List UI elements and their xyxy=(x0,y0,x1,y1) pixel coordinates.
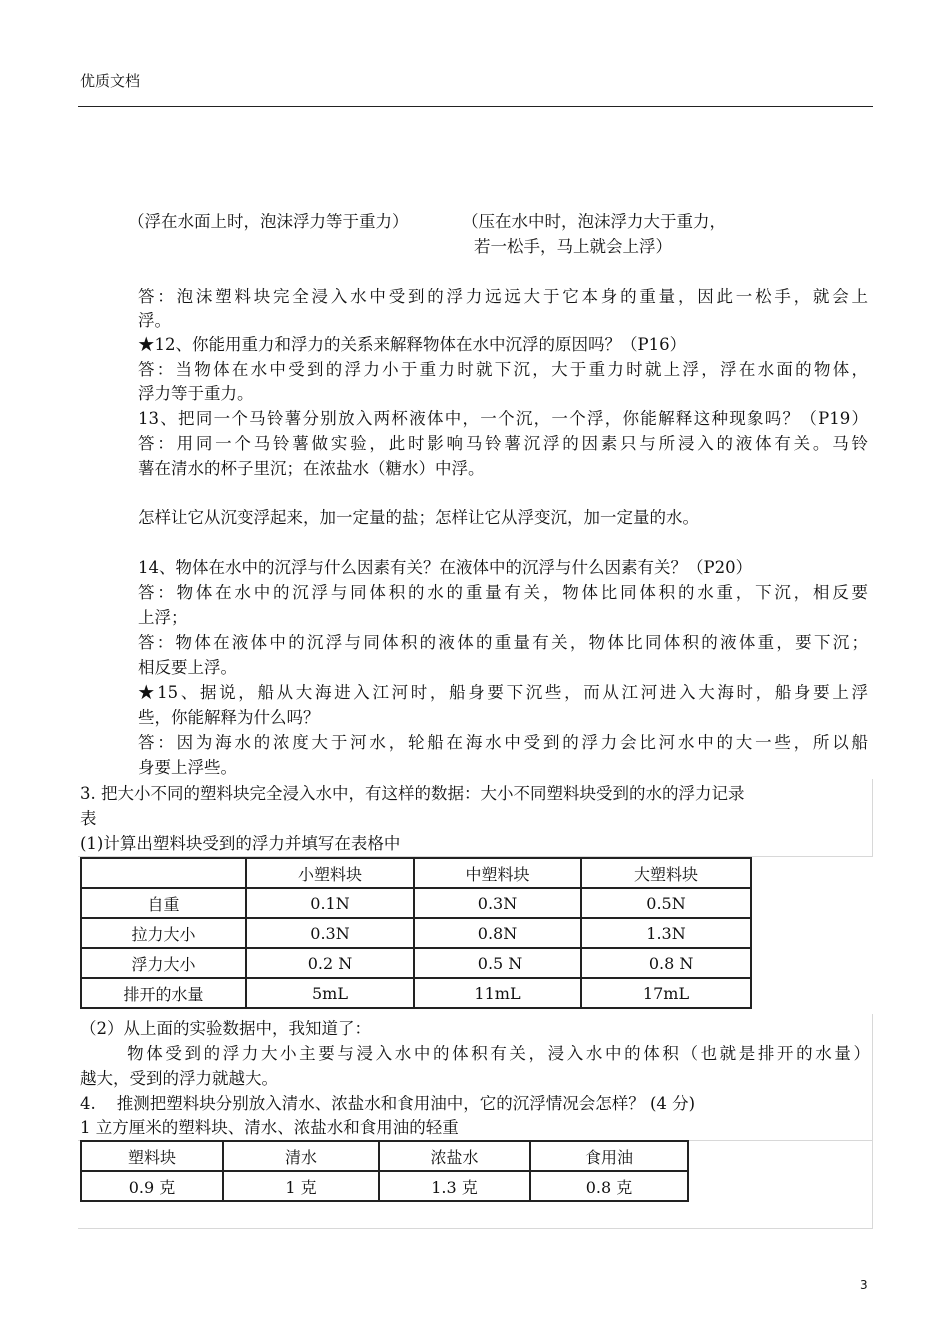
table-cell: 17mL xyxy=(581,978,751,1008)
table-header-cell: 浓盐水 xyxy=(379,1141,530,1171)
q3-answer-line1: 物体受到的浮力大小主要与浸入水中的体积有关，浸入水中的体积（也就是排开的水量） xyxy=(80,1044,870,1063)
caption-right-line1: （压在水中时，泡沫浮力大于重力， xyxy=(462,212,726,231)
q4-line1: 4. 推测把塑料块分别放入清水、浓盐水和食用油中，它的沉浮情况会怎样？ (4 分) xyxy=(80,1094,696,1113)
table-cell: 0.8 N xyxy=(581,948,751,978)
buoyancy-table xyxy=(80,857,752,1009)
table-cell: 0.8 克 xyxy=(530,1171,688,1201)
body-line: 相反要上浮。 xyxy=(138,658,237,677)
table-cell: 0.5N xyxy=(581,888,751,918)
table-cell: 浮力大小 xyxy=(81,948,246,978)
table-row xyxy=(81,918,751,948)
body-line: 浮。 xyxy=(138,311,171,330)
table-cell: 5mL xyxy=(246,978,414,1008)
body-line: 身要上浮些。 xyxy=(138,758,237,777)
header-rule xyxy=(78,106,873,107)
table-header-row xyxy=(81,858,751,888)
body-line: 薯在清水的杯子里沉；在浓盐水（糖水）中浮。 xyxy=(138,459,485,478)
page-number: 3 xyxy=(860,1278,868,1292)
table-cell: 0.1N xyxy=(246,888,414,918)
table-cell: 排开的水量 xyxy=(81,978,246,1008)
table-cell: 11mL xyxy=(414,978,581,1008)
table-header-cell: 大塑料块 xyxy=(581,858,751,888)
body-line: 上浮； xyxy=(138,608,188,627)
q4-line2: 1 立方厘米的塑料块、清水、浓盐水和食用油的轻重 xyxy=(80,1118,459,1137)
header-title: 优质文档 xyxy=(80,72,141,90)
table-cell: 1.3 克 xyxy=(379,1171,530,1201)
body-line: 答：泡沫塑料块完全浸入水中受到的浮力远远大于它本身的重量，因此一松手，就会上 xyxy=(138,287,868,306)
table-cell: 0.2 N xyxy=(246,948,414,978)
body-line: 答：物体在水中的沉浮与同体积的水的重量有关，物体比同体积的水重，下沉，相反要 xyxy=(138,583,868,602)
table-row xyxy=(81,888,751,918)
q3-sub1: (1)计算出塑料块受到的浮力并填写在表格中 xyxy=(80,834,401,853)
q3-line1: 3. 把大小不同的塑料块完全浸入水中，有这样的数据：大小不同塑料块受到的水的浮力记录 xyxy=(80,784,745,803)
table-row xyxy=(81,948,751,978)
table-row xyxy=(81,1171,688,1201)
table-row xyxy=(81,978,751,1008)
table-cell: 0.3N xyxy=(414,888,581,918)
body-line: 答：物体在液体中的沉浮与同体积的液体的重量有关，物体比同体积的液体重，要下沉； xyxy=(138,633,868,652)
table-cell: 0.8N xyxy=(414,918,581,948)
body-line: 怎样让它从沉变浮起来，加一定量的盐；怎样让它从浮变沉，加一定量的水。 xyxy=(138,508,699,527)
table-header-cell: 小塑料块 xyxy=(246,858,414,888)
caption-right-line2: 若一松手，马上就会上浮） xyxy=(474,237,672,256)
weight-table xyxy=(80,1140,689,1202)
body-line: 答：当物体在水中受到的浮力小于重力时就下沉，大于重力时就上浮，浮在水面的物体， xyxy=(138,360,868,379)
body-line: 答：用同一个马铃薯做实验，此时影响马铃薯沉浮的因素只与所浸入的液体有关。马铃 xyxy=(138,434,868,453)
table-header-cell: 中塑料块 xyxy=(414,858,581,888)
body-line: 14、物体在水中的沉浮与什么因素有关？在液体中的沉浮与什么因素有关？（P20） xyxy=(138,558,753,577)
table-cell: 0.9 克 xyxy=(81,1171,223,1201)
table-cell: 1 克 xyxy=(223,1171,379,1201)
body-line: ★12、你能用重力和浮力的关系来解释物体在水中沉浮的原因吗？（P16） xyxy=(138,335,687,354)
table-cell: 0.3N xyxy=(246,918,414,948)
table-cell: 拉力大小 xyxy=(81,918,246,948)
table-cell: 0.5 N xyxy=(414,948,581,978)
q3-line2: 表 xyxy=(80,809,97,828)
caption-left: （浮在水面上时，泡沫浮力等于重力） xyxy=(128,212,409,231)
body-line: 些，你能解释为什么吗？ xyxy=(138,708,320,727)
body-line: 13、把同一个马铃薯分别放入两杯液体中，一个沉，一个浮，你能解释这种现象吗？（P19） xyxy=(138,409,868,428)
body-line: ★15、据说，船从大海进入江河时，船身要下沉些，而从江河进入大海时，船身要上浮 xyxy=(138,683,868,702)
table-header-cell: 塑料块 xyxy=(81,1141,223,1171)
table-header-cell: 清水 xyxy=(223,1141,379,1171)
body-line: 浮力等于重力。 xyxy=(138,384,254,403)
q3-sub2: （2）从上面的实验数据中，我知道了： xyxy=(80,1019,371,1038)
table-cell: 自重 xyxy=(81,888,246,918)
q3-answer-line2: 越大，受到的浮力就越大。 xyxy=(80,1069,278,1088)
table-cell: 1.3N xyxy=(581,918,751,948)
table-header-cell xyxy=(81,858,246,888)
table-header-cell: 食用油 xyxy=(530,1141,688,1171)
body-line: 答：因为海水的浓度大于河水，轮船在海水中受到的浮力会比河水中的大一些，所以船 xyxy=(138,733,868,752)
table-header-row xyxy=(81,1141,688,1171)
